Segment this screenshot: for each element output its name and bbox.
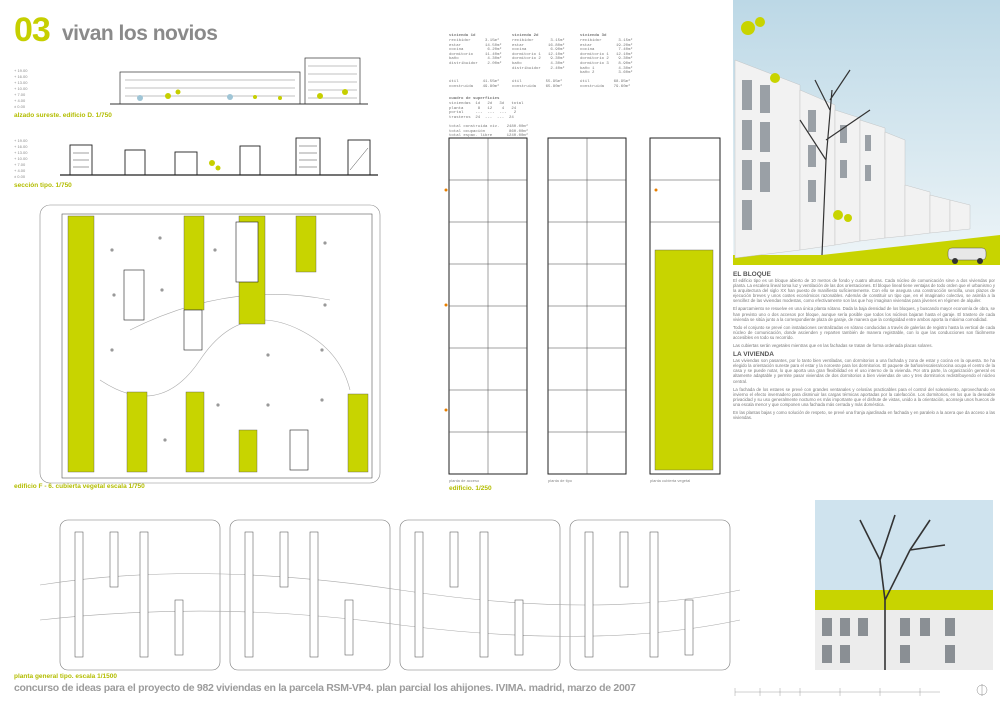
table-1d-body: recibidor 3.15m² estar 14.50m² cocina 6.20m² dormitorio 11.40m² baño 4.30m² distribuidor 2.00m² útil 41.55m² construida 49.80m² [449, 39, 502, 89]
label-roof-floor: planta cubierta vegetal [650, 478, 691, 483]
paragraph: Todo el conjunto se prevé con instalaciones centralizadas en sótano conducidas a través de galerías de registro hasta la vertical de cada núcleo de comunicación, donde ascienden y reparten también de manera registrable, con lo que las conducciones son fácilmente accesibles en todo su recorrido. [733, 324, 995, 340]
level-label: + 10.00 [14, 86, 28, 91]
level-label: + 13.00 [14, 150, 28, 155]
table-3d-title: vivienda 3d [580, 34, 607, 38]
caption-elevation: alzado sureste. edificio D. 1/750 [14, 112, 112, 119]
paragraph: Las viviendas son pasantes, por lo tanto bien ventiladas, con dormitorios a una fachada y zona de estar y cocina en la opuesta. Se ha elegido la orientación sureste para el estar y la noroeste para los dormitorios. El paquete de baños/escalera/cocina ocupa el centro de la casa y se puede notar, lo que aporta una gran flexibilidad en el uso interno de la vivienda. Por otra parte, la organización general es altamente adaptable y permite pasar viviendas de dos dormitorios a bien viviendas de uno y tres dormitorios redistribuyendo el núcleo central. [733, 358, 995, 384]
label-ground-floor: planta de acceso [449, 478, 480, 483]
paragraph: Las cubiertas serán vegetales mientras que en las fachadas se tratan de forma ordenada placas solares. [733, 343, 933, 349]
section-heading: LA VIVIENDA [733, 351, 774, 359]
level-label: + 19.00 [14, 138, 28, 143]
caption-floor-plans: edificio. 1/250 [449, 485, 492, 492]
table-1d-title: vivienda 1d [449, 34, 476, 38]
description-column [733, 271, 995, 423]
level-label: + 19.00 [14, 68, 28, 73]
level-label: ± 0.00 [14, 174, 26, 179]
section-heading: EL BLOQUE [733, 271, 771, 278]
project-number: 03 [14, 11, 50, 49]
level-label: + 4.00 [14, 98, 26, 103]
level-label: + 10.00 [14, 156, 28, 161]
caption-general-plan: planta general tipo. escala 1/1500 [14, 673, 117, 680]
section-body [733, 278, 995, 348]
footer-title: concurso de ideas para el proyecto de 982 viviendas en la parcela RSM-VP4. plan parcial los ahijones. IVIMA. madrid, marzo de 2007 [14, 682, 636, 694]
level-label: + 13.00 [14, 80, 28, 85]
caption-site-plan: edificio F - 6. cubierta vegetal escala 1/750 [14, 483, 145, 490]
level-label: + 7.00 [14, 92, 26, 97]
table-2d-title: vivienda 2d [512, 34, 539, 38]
table-3d-body: recibidor 3.15m² estar 19.20m² cocina 7.40m² dormitorio 1 12.10m² dormitorio 2 9.30m² dormitorio 3 8.90m² baño 1 4.30m² baño 2 3.60m² útil 68.95m² construida 79.60m² [580, 39, 633, 89]
paragraph: El edificio tipo es un bloque abierto de 10 metros de fondo y cuatro alturas. Cada núcleo de comunicación sirve a dos viviendas por planta. La escalera lineal toma luz y ventilación de las dos orientaciones. El bloque lineal tiene ventajas de todo orden que el urbanismo y la arquitectura del siglo XX han puesto de manifiesto suficientemente. Con ello se asegura una construcción sencilla, unos plazos de ejecución breves y unos costes económicos razonables. Además de constituir un tipo que, en el imaginario colectivo, se asimila a la sencillez de las viviendas modestas, como efectivamente son las que hoy imaginan viviendas para jóvenes en régimen de alquiler. [733, 278, 995, 304]
paragraph: La fachada de los estares se prevé con grandes ventanales y celosías practicables para el control del soleamiento, aprovechando en invierno el efecto invernadero para disminuir las cargas térmicas aportadas por la calefacción. Los dormitorios, en los que la deseable privacidad y su uso generalmente nocturno es más importante que el disfrute de vistas, unido a la orientación, aconseja unos huecos de una escala menor y que componen una fachada más cerrada y más doméstica. [733, 386, 995, 407]
label-typical-floor: planta de tipo [548, 478, 573, 483]
level-label: + 4.00 [14, 168, 26, 173]
level-label: + 16.00 [14, 144, 28, 149]
table-superficies-body: viviendas 1d 2d 3d total planta 8 12 4 24 portal --- --- --- 2 trasteros 24 --- --- 24 total construida viv. 2480.00m² total ocupación 860.00m² total espac. libre 1240.00m² [449, 102, 529, 139]
paragraph: El aparcamiento se resuelve en una única planta sótano. Dada la baja densidad de los bloques, y buscando mayor economía de obra, se han previsto uno o dos accesos por bloque, aunque sería posible que todos los núcleos bajaran hasta el garaje. El trastero de cada vivienda se sitúa junto a la correspondiente plaza de garaje, de manera que la contigüidad entre ambos aporta la máxima comodidad. [733, 306, 995, 322]
level-label: ± 0.00 [14, 104, 26, 109]
level-label: + 7.00 [14, 162, 26, 167]
level-label: + 16.00 [14, 74, 28, 79]
section-body [733, 358, 995, 420]
project-title: vivan los novios [62, 22, 218, 45]
paragraph: En las plantas bajas y como solución de respeto, se prevé una franja ajardinada en fachada y en paralelo a la acera que da acceso a las viviendas. [733, 409, 995, 421]
caption-section: sección tipo. 1/750 [14, 182, 72, 189]
table-2d-body: recibidor 3.15m² estar 16.80m² cocina 6.90m² dormitorio 1 12.10m² dormitorio 2 9.30m² baño 4.30m² distribuidor 2.40m² útil 55.95m² construida 65.80m² [512, 39, 565, 89]
table-superficies-title: cuadro de superficies [449, 97, 500, 101]
